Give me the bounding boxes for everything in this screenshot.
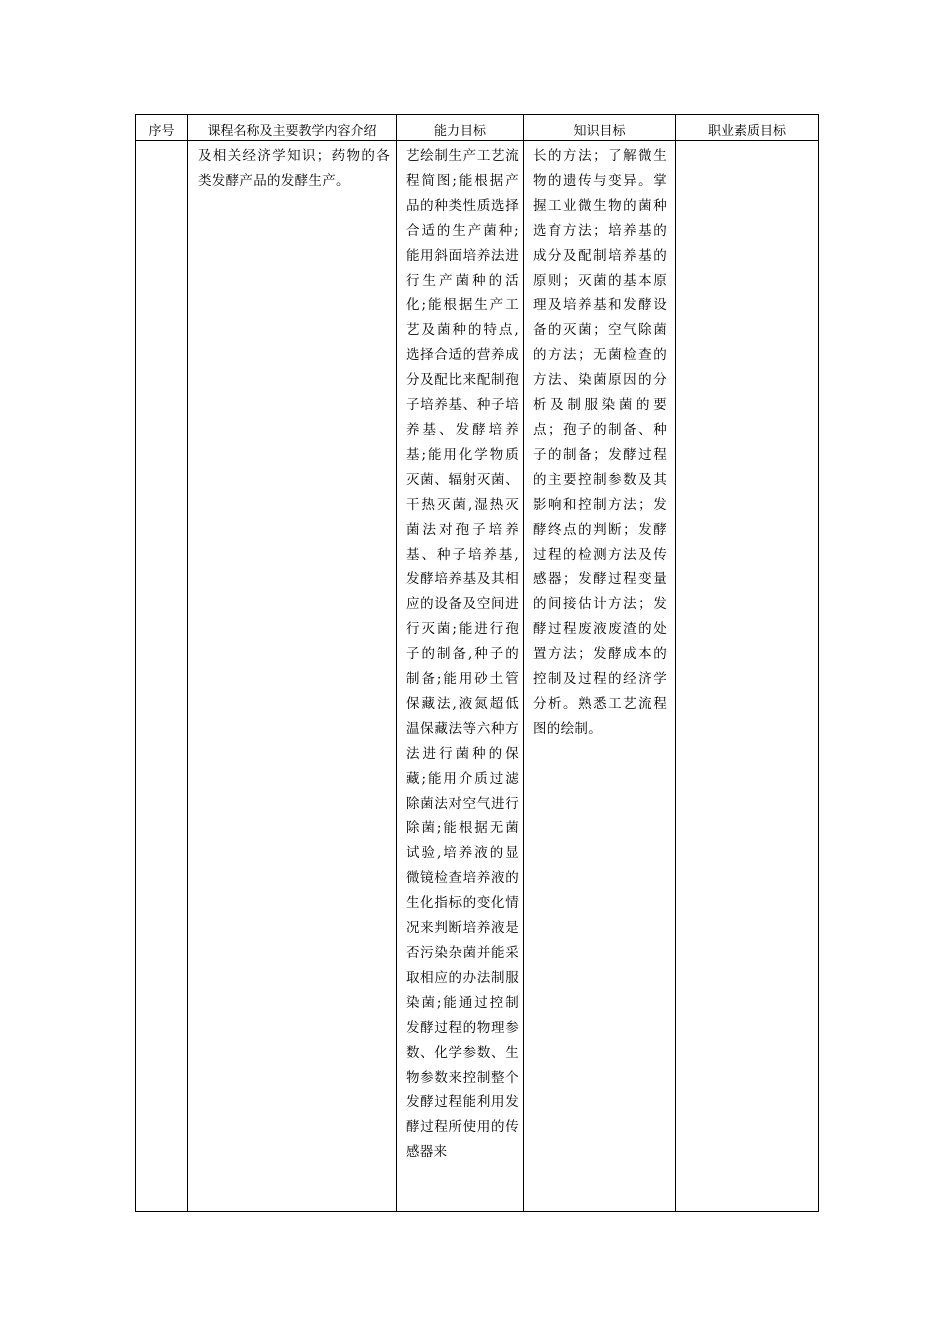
- cell-ability: [397, 141, 524, 1212]
- cell-seq: [136, 141, 188, 1212]
- ability-text: 艺绘制生产工艺流程简图;能根据产品的种类性质选择合适的生产菌种;能用斜面培养法进行生产菌种的活化;能根据生产工艺及菌种的特点,选择合适的营养成分及配比来配制孢子培养基、种子培养基、发酵培养基;能用化学物质灭菌、辐射灭菌、干热灭菌,湿热灭菌法对孢子培养基、种子培养基,发酵培养基及其相应的设备及空间进行灭菌;能进行孢子的制备,种子的制备;能用砂土管保藏法,液氮超低温保藏法等六种方法进行菌种的保藏;能用介质过滤除菌法对空气进行除菌;能根据无菌试验,培养液的显微镜检查培养液的生化指标的变化情况来判断培养液是否污染杂菌并能采取相应的办法制服染菌;能通过控制发酵过程的物理参数、化学参数、生物参数来控制整个发酵过程能利用发酵过程所使用的传感器来: [406, 148, 519, 1161]
- course-objectives-table: [135, 114, 819, 1212]
- cell-course: [188, 141, 397, 1212]
- header-knowledge: 知识目标: [524, 115, 676, 141]
- course-text: 及相关经济学知识；药物的各类发酵产品的发酵生产。: [198, 148, 390, 189]
- table-header-row: [136, 115, 819, 141]
- header-ability: 能力目标: [397, 115, 524, 141]
- cell-knowledge: [524, 141, 676, 1212]
- table-row: [136, 141, 819, 1212]
- header-quality: 职业素质目标: [676, 115, 819, 141]
- header-course: 课程名称及主要教学内容介绍: [188, 115, 397, 141]
- knowledge-text: 长的方法；了解微生物的遗传与变异。掌握工业微生物的菌种选育方法；培养基的成分及配制培养基的原则；灭菌的基本原理及培养基和发酵设备的灭菌；空气除菌的方法；无菌检查的方法、染菌原因的分析及制服染菌的要点；孢子的制备、种子的制备；发酵过程的主要控制参数及其影响和控制方法；发酵终点的判断；发酵过程的检测方法及传感器；发酵过程变量的间接估计方法；发酵过程废液废渣的处置方法；发酵成本的控制及过程的经济学分析。熟悉工艺流程图的绘制。: [533, 148, 667, 737]
- header-seq: 序号: [136, 115, 188, 141]
- cell-quality: [676, 141, 819, 1212]
